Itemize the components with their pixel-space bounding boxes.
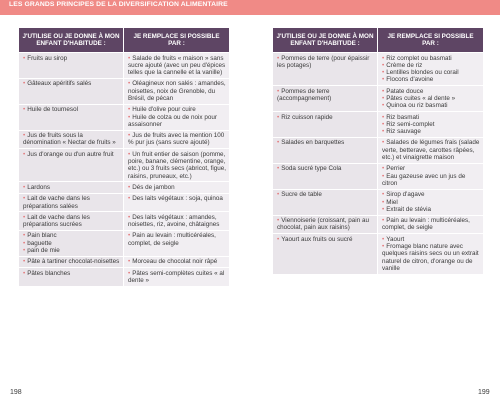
item-text: Salades en barquettes [281,139,345,147]
bullet-icon: • [277,139,280,147]
header-band [0,0,500,15]
bullet-icon: • [382,113,385,121]
item-text: Yaourt aux fruits ou sucré [281,235,353,243]
bullet-icon: • [382,76,385,84]
list-item [23,232,120,239]
item-text: Pain au levain : multicéréales, complet, de seigle [128,232,216,247]
bullet-icon: • [23,232,26,240]
current-item-cell [19,149,124,182]
item-text: Huile d'olive pour cuire [132,106,196,114]
list-item [128,270,226,285]
bullet-icon: • [128,258,131,266]
page-number-right: 199 [478,389,490,396]
table-row [19,104,230,130]
item-text: Pâte à tartiner chocolat-noisettes [27,258,120,266]
bullet-icon: • [128,54,131,62]
current-item-cell [19,53,124,79]
list-item [382,88,480,95]
item-text: Perrier [386,165,406,173]
bullet-icon: • [382,191,385,199]
replacement-item-cell [378,86,484,112]
bullet-icon: • [128,113,131,121]
item-text: Quinoa ou riz basmati [386,102,448,110]
list-item [382,114,480,121]
bullet-icon: • [128,150,131,158]
bullet-icon: • [382,139,385,147]
table-row [273,189,484,215]
table-row [273,163,484,189]
list-item [382,139,480,161]
list-item [277,139,374,146]
bullet-icon: • [23,269,26,277]
list-item [23,55,120,62]
bullet-icon: • [277,113,280,121]
table-row [19,230,230,256]
table-row [19,149,230,182]
substitution-table-right [272,27,484,275]
list-item [128,258,226,265]
column-header-current: J'UTILISE OU JE DONNE À MON ENFANT D'HABITUDE : [273,28,378,53]
bullet-icon: • [382,205,385,213]
list-item [382,76,480,83]
bullet-icon: • [382,217,385,225]
table-row [19,212,230,231]
bullet-icon: • [23,247,26,255]
item-text: Lait de vache dans les préparations salées [23,195,90,210]
current-item-cell [19,256,124,267]
item-text: Crème de riz [386,61,423,69]
current-item-cell [273,163,378,189]
bullet-icon: • [382,235,385,243]
item-text: Jus de fruits sous la dénomination « Nectar de fruits » [23,132,116,147]
item-text: Eau gazeuse avec un jus de citron [382,172,466,187]
bullet-icon: • [382,102,385,110]
item-text: Jus d'orange ou d'un autre fruit [27,150,114,158]
bullet-icon: • [128,106,131,114]
item-text: Flocons d'avoine [386,76,434,84]
item-text: Pâtes blanches [27,269,71,277]
item-text: Pommes de terre (accompagnement) [277,87,332,102]
list-item [128,184,226,191]
replacement-item-cell [124,193,230,212]
column-header-current: J'UTILISE OU JE DONNE À MON ENFANT D'HABITUDE : [19,28,124,53]
replacement-item-cell [124,149,230,182]
bullet-icon: • [277,235,280,243]
replacement-item-cell [124,256,230,267]
replacement-item-cell [378,189,484,215]
list-item [23,214,120,229]
item-text: Pommes de terre (pour épaissir les potages) [277,54,370,69]
list-item [382,236,480,243]
list-item [382,243,480,272]
bullet-icon: • [277,191,280,199]
current-item-cell [19,104,124,130]
replacement-item-cell [124,230,230,256]
item-text: baguette [27,239,52,247]
substitution-table-left [18,27,230,287]
bullet-icon: • [23,150,26,158]
replacement-item-cell [124,268,230,287]
current-item-cell [273,137,378,163]
current-item-cell [19,230,124,256]
list-item [128,195,226,202]
list-item [277,55,374,70]
item-text: Lentilles blondes ou corail [386,69,459,77]
list-item [382,206,480,213]
bullet-icon: • [382,128,385,136]
item-text: Extrait de stévia [386,205,432,213]
item-text: Viennoiserie (croissant, pain au chocolat, pain aux raisins) [277,217,369,232]
bullet-icon: • [382,69,385,77]
replacement-item-cell [124,212,230,231]
item-text: Miel [386,198,398,206]
bullet-icon: • [277,217,280,225]
list-item [382,55,480,62]
current-item-cell [273,189,378,215]
bullet-icon: • [23,132,26,140]
list-item [277,217,374,232]
list-item [128,114,226,129]
list-item [277,236,374,243]
list-item [277,191,374,198]
list-item [23,106,120,113]
bullet-icon: • [382,243,385,251]
item-text: pain de mie [27,247,60,255]
bullet-icon: • [382,172,385,180]
list-item [382,128,480,135]
item-text: Huile de colza ou de noix pour assaisonner [128,113,217,128]
item-text: Oléagineux non salés : amandes, noisettes, noix de Grenoble, du Brésil, de pécan [128,80,226,102]
list-item [277,88,374,103]
current-item-cell [19,193,124,212]
list-item [382,217,480,232]
table-row [273,137,484,163]
list-item [128,80,226,102]
replacement-item-cell [124,130,230,149]
bullet-icon: • [128,183,131,191]
bullet-icon: • [128,232,131,240]
bullet-icon: • [23,183,26,191]
list-item [23,247,120,254]
item-text: Jus de fruits avec la mention 100 % pur jus (sans sucre ajouté) [128,132,225,147]
item-text: Soda sucré type Cola [281,165,342,173]
list-item [128,232,226,247]
item-text: Salade de fruits « maison » sans sucre ajouté (avec un peu d'épices telles que la cannelle et la vanille) [128,54,226,77]
current-item-cell [19,212,124,231]
item-text: Fromage blanc nature avec quelques raisins secs ou un extrait naturel de citron, d'orange ou de vanille [382,243,479,272]
replacement-item-cell [378,53,484,86]
bullet-icon: • [23,239,26,247]
item-text: Yaourt [386,235,405,243]
bullet-icon: • [23,106,26,114]
bullet-icon: • [128,213,131,221]
section-title: LES GRANDS PRINCIPES DE LA DIVERSIFICATION ALIMENTAIRE [9,1,228,8]
bullet-icon: • [23,54,26,62]
replacement-item-cell [378,163,484,189]
item-text: Pain blanc [27,232,57,240]
list-item [128,106,226,113]
column-header-replacement: JE REMPLACE SI POSSIBLE PAR : [124,28,230,53]
item-text: Lait de vache dans les préparations sucrées [23,213,90,229]
replacement-item-cell [378,112,484,138]
list-item [23,80,120,87]
list-item [23,240,120,247]
current-item-cell [273,112,378,138]
item-text: Riz semi-complet [386,120,435,128]
item-text: Sucre de table [281,191,322,199]
bullet-icon: • [277,87,280,95]
bullet-icon: • [128,132,131,140]
table-row [19,130,230,149]
table-row [273,215,484,234]
list-item [23,184,120,191]
item-text: Patate douce [386,87,424,95]
table-row [273,234,484,274]
list-item [277,165,374,172]
current-item-cell [273,53,378,86]
replacement-item-cell [124,53,230,79]
table-row [19,78,230,104]
bullet-icon: • [382,87,385,95]
current-item-cell [19,78,124,104]
bullet-icon: • [23,258,26,266]
item-text: Gâteaux apéritifs salés [27,80,92,88]
bullet-icon: • [277,54,280,62]
list-item [382,69,480,76]
bullet-icon: • [23,195,26,203]
list-item [382,102,480,109]
item-text: Pâtes cuites « al dente » [386,94,456,102]
table-row [273,53,484,86]
list-item [23,270,120,277]
table-row [19,268,230,287]
bullet-icon: • [128,269,131,277]
item-text: Lardons [27,183,50,191]
item-text: Riz basmati [386,113,420,121]
list-item [382,95,480,102]
list-item [382,191,480,198]
current-item-cell [19,268,124,287]
bullet-icon: • [382,61,385,69]
replacement-item-cell [378,137,484,163]
replacement-item-cell [378,234,484,274]
list-item [23,258,120,265]
table-row [273,86,484,112]
item-text: Riz cuisson rapide [281,113,333,121]
list-item [277,114,374,121]
item-text: Riz sauvage [386,128,421,136]
table-body-left [19,53,230,287]
list-item [128,151,226,180]
current-item-cell [273,86,378,112]
list-item [23,132,120,147]
column-header-replacement: JE REMPLACE SI POSSIBLE PAR : [378,28,484,53]
item-text: Pain au levain : multicéréales, complet, de seigle [382,217,470,232]
bullet-icon: • [23,80,26,88]
item-text: Un fruit entier de saison (pomme, poire, banane, clémentine, orange, etc.) ou 3 fruits secs (abricot, figue, raisins, pruneaux, etc.) [128,150,226,180]
list-item [23,151,120,158]
item-text: Huile de tournesol [27,106,78,114]
table-row [19,193,230,212]
page-number-left: 198 [10,389,22,396]
list-item [382,121,480,128]
list-item [382,165,480,172]
list-item [128,55,226,77]
table-body-right [273,53,484,275]
bullet-icon: • [382,94,385,102]
table-row [19,53,230,79]
list-item [382,62,480,69]
bullet-icon: • [128,195,131,203]
current-item-cell [273,234,378,274]
replacement-item-cell [124,104,230,130]
item-text: Des laits végétaux : amandes, noisettes, riz, avoine, châtaignes [128,213,220,229]
table-row [19,256,230,267]
item-text: Morceau de chocolat noir râpé [132,258,218,266]
list-item [382,173,480,188]
bullet-icon: • [128,80,131,88]
item-text: Fruits au sirop [27,54,68,62]
replacement-item-cell [378,215,484,234]
item-text: Des laits végétaux : soja, quinoa [132,195,223,203]
list-item [23,195,120,210]
item-text: Salades de légumes frais (salade verte, betterave, carottes râpées, etc.) et vinaigrette maison [382,139,480,162]
item-text: Sirop d'agave [386,191,425,199]
table-row [273,112,484,138]
item-text: Dés de jambon [132,183,175,191]
list-item [382,199,480,206]
item-text: Riz complet ou basmati [386,54,452,62]
bullet-icon: • [382,120,385,128]
bullet-icon: • [382,165,385,173]
table-row [19,182,230,193]
replacement-item-cell [124,182,230,193]
current-item-cell [273,215,378,234]
current-item-cell [19,182,124,193]
list-item [128,132,226,147]
bullet-icon: • [23,213,26,221]
bullet-icon: • [382,54,385,62]
bullet-icon: • [382,198,385,206]
bullet-icon: • [277,165,280,173]
current-item-cell [19,130,124,149]
item-text: Pâtes semi-complètes cuites « al dente » [128,269,225,284]
list-item [128,214,226,229]
replacement-item-cell [124,78,230,104]
